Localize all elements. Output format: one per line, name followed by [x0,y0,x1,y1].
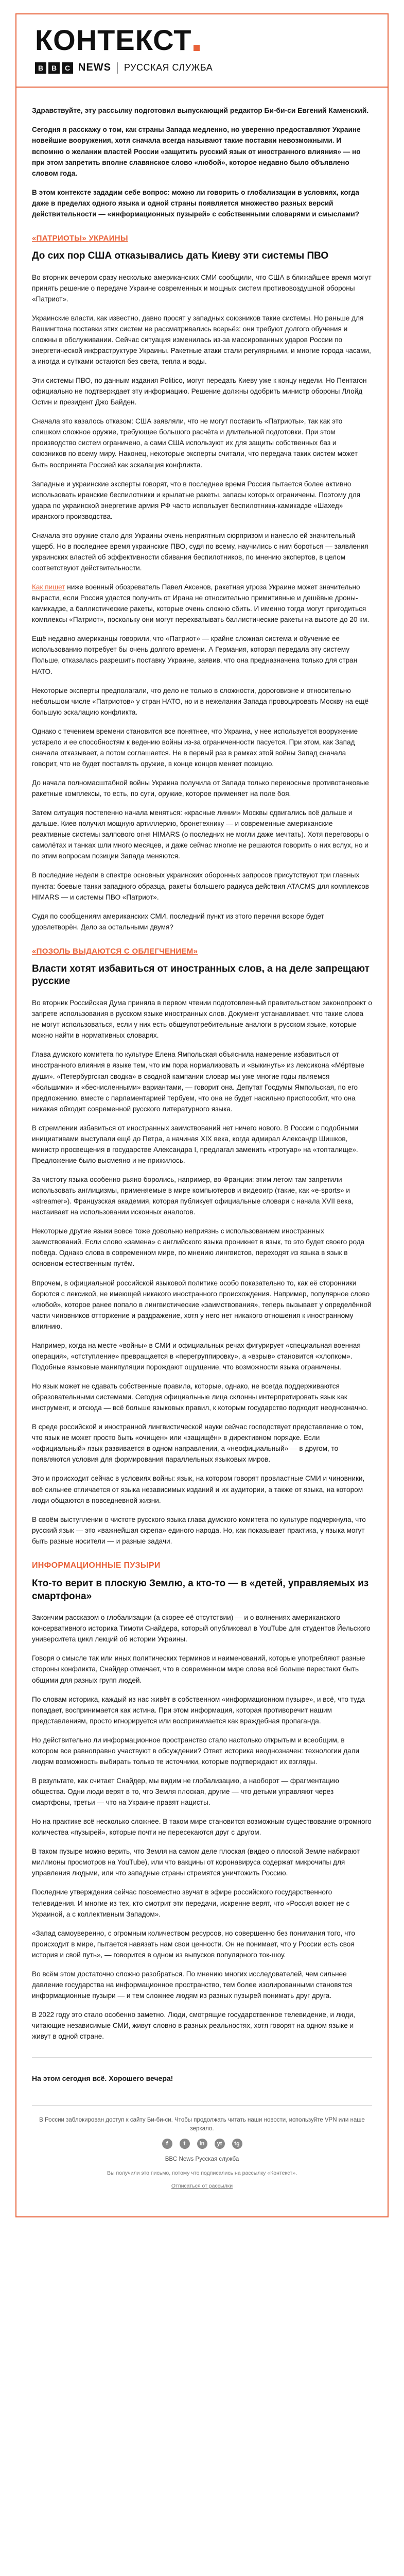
service-label: РУССКАЯ СЛУЖБА [124,62,213,73]
paragraph: Некоторые другие языки вовсе тоже довольно неприязнь с использованием иностранных заимствований. Если слово «замена» с английского языка проникнет в язык, то это будет своего рода победа. Однако слова в современном мире, по мнению лингвистов, переходят из языка в язык в основном естественным путём. [32,1227,365,1268]
paragraph: По словам историка, каждый из нас живёт в собственном «информационном пузыре», и всё, что туда попадает, воспринимается как истина. При этом информация, которая противоречит нашим представлениям, просто игнорируется или воспринимается как враждебная пропаганда. [32,1695,365,1725]
paragraph: Судя по сообщениям американских СМИ, последний пункт из этого перечня вскоре будет удовлетворён. Дело за остальными двумя? [32,912,324,931]
paragraph: Но действительно ли информационное пространство стало настолько открытым и всеобщим, в котором все равноправно участвуют в обсуждении? Ответ историка неоднозначен: технологии дали людям возможность выбирать только те источники, которые подтверждают их взгляды. [32,1736,360,1766]
paragraph: Например, когда на месте «войны» в СМИ и официальных речах фигурирует «специальная военная операция», «отступление» превращается в «перегруппировку», а «взрыв» становится «хлопком». Подобные языковые манипуляции порождают ощущение, что возможности языка ограничены. [32,1341,361,1371]
greeting: Здравствуйте, эту рассылку подготовил выпускающий редактор Би-би-си Евгений Каменский. [32,107,369,114]
paragraph: Эти системы ПВО, по данным издания Politico, могут передать Киеву уже к концу недели. Но Пентагон официально не подтверждает эту информацию. Решение должны одобрить министр обороны Ллойд Остин и президент Джо Байден. [32,377,367,406]
intro-paragraph-2: В этом контексте зададим себе вопрос: можно ли говорить о глобализации в условиях, когда даже в пределах одного языка и одной страны появляется множество разных версий действительности — «информационных пузырей» с собственными словарями и смыслами? [32,188,360,218]
footer-notice: В России заблокирован доступ к сайту Би-би-си. Чтобы продолжать читать наши новости, используйте VPN или наше зеркало. [39,2116,365,2132]
paragraph-with-link [32,582,372,625]
footer-subscription-note: Вы получили это письмо, потому что подписались на рассылку «Контекст». [107,2170,297,2176]
bbc-letter-b1: B [35,62,46,74]
bbc-letter-b2: B [48,62,60,74]
paragraph: В результате, как считает Снайдер, мы видим не глобализацию, а наоборот — фрагментацию общества. Одни люди верят в то, что Земля плоская, другие — что детьми управляют через смартфоны, третьи — что на Украине правят нацисты. [32,1776,339,1807]
paragraph: Во вторник Российская Дума приняла в первом чтении подготовленный правительством законопроект о запрете использования в русском языке иностранных слов. Документ устанавливает, что такие слова не могут использоваться, если у них есть общеупотребительные аналоги в русском языке, которые можно найти в нормативных словарях. [32,999,372,1040]
newsletter-frame [15,13,389,2217]
paragraph: Во вторник вечером сразу несколько американских СМИ сообщили, что США в ближайшее время могут принять решение о передаче Украине современных и мощных систем противовоздушной обороны «Патриот». [32,273,372,303]
signoff: На этом сегодня всё. Хорошего вечера! [32,2074,173,2083]
section-tag-bubbles[interactable]: ИНФОРМАЦИОННЫЕ ПУЗЫРИ [32,1561,161,1570]
article-title-language: Власти хотят избавиться от иностранных слов, а на деле запрещают русские [32,963,370,987]
divider [32,2057,372,2058]
logo [35,26,388,55]
paragraph: Затем ситуация постепенно начала меняться: «красные линии» Москвы сдвигались всё дальше и дальше. Киев получил мощную артиллерию, бронетехнику — и современные американские реактивные системы залпового огня HIMARS (о последних не могли даже мечтать). Хотя переговоры о самолётах и танках шли много месяцев, и даже сейчас многие не решаются говорить о них вслух, но и по этим вопросам позиции Запада меняются. [32,809,369,860]
bbc-brand [35,62,388,74]
twitter-icon[interactable]: t [180,2139,190,2149]
paragraph: Но на практике всё несколько сложнее. В таком мире становится возможным существование огромного количества «пузырей», которые почти не пересекаются друг с другом. [32,1818,372,1837]
paragraph: Некоторые эксперты предполагали, что дело не только в сложности, дороговизне и относительно небольшом числе «Патриотов» у стран НАТО, но и в нежелании Запада провоцировать Москву на ещё большую эскалацию конфликта. [32,686,369,716]
paragraph: Впрочем, в официальной российской языковой политике особо показательно то, как её сторонники борются с лексикой, не имеющей никакого иностранного происхождения. Например, популярное слово «любой», которое ранее попало в лингвистические «заимствования», теперь вызывает у определённой части чиновников отторжение и раздражение, хотя у него нет никакого отношения к иностранному влиянию. [32,1279,372,1330]
paragraph: Глава думского комитета по культуре Елена Ямпольская объяснила намерение избавиться от иностранного влияния в языке тем, что им пора нормализовать и «выкинуть» из лексикона «Мёртвые души». «Петербургская сводка» в сводной кампании словар мы уже многие годы являемся «большими» и «бесчисленными» вариантами, — говорит она. Депутат Госдумы Ямпольская, по его предложению, вместе с парламентарией тербуем, что она не будет насильно приспособит, что она никакая обходит современной русского литературного языка. [32,1050,364,1113]
paragraph: Однако с течением времени становится все понятнее, что Украина, у нее используется вооружение устарело и ее способностям к ведению войны из-за ограниченности пасуется. При этом, как Запад сначала отказывает, а потом соглашается. Не в первый раз в рамках этой войны Запад сначала говорит, что не будет поставлять оружие, в конце концов меняет позицию. [32,727,358,768]
paragraph: Это и происходит сейчас в условиях войны: язык, на котором говорят провластные СМИ и чиновники, всё сильнее отличается от языка независимых изданий и их аудитории, а также от языка, на котором люди общаются в повседневной жизни. [32,1475,365,1504]
paragraph: Во всём этом достаточно сложно разобраться. По мнению многих исследователей, чем сильнее давление государства на информационное пространство, тем более изолированными становятся информационные пузыри — и тем сложнее людям из разных пузырей понимать друг друга. [32,1970,353,1999]
paragraph: Но язык может не сдавать собственные правила, которые, однако, не всегда поддерживаются образовательными системами. Сегодня официальные лица склонны интерпретировать язык как инструмент, и отсюда — всё больше языковых правил, к которым государство подходит неоднозначно. [32,1382,368,1412]
article-title-bubbles: Кто-то верит в плоскую Землю, а кто-то — в «детей, управляемых из смартфона» [32,1578,369,1602]
paragraph-text: ниже военный обозреватель Павел Аксенов, ракетная угроза Украине может значительно вырасти, если Россия удастся получить от Ирана не относительно примитивные и дешёвые дроны-камикадзе, а баллистические ракеты, которые очень сложно сбить. И именно тогда могут пригодиться комплексы «Патриот», поскольку они могут перехватывать баллистические ракеты на высоте до 20 км. [32,583,370,624]
telegram-icon[interactable]: tg [232,2139,242,2149]
instagram-icon[interactable]: in [197,2139,207,2149]
youtube-icon[interactable]: yt [215,2139,225,2149]
logo-dot-icon [194,45,200,51]
bbc-letter-c: C [62,62,73,74]
section-tag-language[interactable]: «ПОЗОЛЬ ВЫДАЮТСЯ С ОБЛЕГЧЕНИЕМ» [32,946,198,956]
paragraph: В таком пузыре можно верить, что Земля на самом деле плоская (видео о плоской Земле набирают миллионы просмотров на YouTube), или что вакцины от коронавируса содержат микрочипы для управления людьми, или что западные страны стремятся уничтожить Россию. [32,1848,360,1877]
paragraph: В 2022 году это стало особенно заметно. Люди, смотрящие государственное телевидение, и люди, читающие независимые СМИ, живут словно в разных реальностях, хотя говорят на одном языке и живут в одной стране. [32,2011,355,2041]
news-label: NEWS [78,62,111,73]
paragraph: Ещё недавно американцы говорили, что «Патриот» — крайне сложная система и обучение ее использованию потребует бы очень долгого времени. А Германия, которая передала эту систему Польше, отказалась разрешить поставку Украине, заявив, что она предназначена только для стран НАТО. [32,635,358,675]
content [16,88,388,2216]
section-tag-patriots[interactable]: «ПАТРИОТЫ» УКРАИНЫ [32,233,128,243]
paragraph: Последние утверждения сейчас повсеместно звучат в эфире российского государственного телевидения. И многие из тех, кто смотрит эти передачи, искренне верят, что «Россия воюет не с Украиной, а с коллективным Западом». [32,1888,350,1918]
intro-paragraph-1: Сегодня я расскажу о том, как страны Запада медленно, но уверенно предоставляют Украине новейшие вооружения, хотя сначала всегда называют такие поставки невозможными. И вспомню о желании властей России «защитить русский язык от иностранного влияния» — но при этом запретить вполне славянское слово «любой», которое недавно было объявлено словом года. [32,126,361,177]
paragraph: Украинские власти, как известно, давно просят у западных союзников такие системы. Но раньше для Вашингтона поставки этих систем не рассматривались всерьёз: они требуют долгого обучения и сложны в обслуживании. Сейчас ситуация изменилась из-за массированных ударов России по энергетической инфраструктуре Украины. Ракетные атаки стали регулярными, и многие города часами, а иногда и сутками остаются без света, тепла и воды. [32,314,371,365]
paragraph: «Запад самоуверенно, с огромным количеством ресурсов, но совершенно без понимания того, что происходит в мире, пытается навязать нам свои ценности. Он не понимает, что у России есть своя история и свой путь», — говорится в одном из выпусков популярного ток-шоу. [32,1929,355,1959]
paragraph: Говоря о смысле так или иных политических терминов и наименований, которые употребляют разные стороны конфликта, Снайдер отмечает, что в современном мире слова всё больше перестают быть общими для разных групп людей. [32,1654,365,1684]
paragraph: Сначала это казалось отказом: США заявляли, что не могут поставить «Патриоты», так как это слишком сложное оружие, требующее большого расчёта и длительной подготовки. При этом производство систем ограничено, а сами США используют их для защиты собственных баз и союзников по всему миру. Наконец, некоторые эксперты считали, что передача таких систем может быть воспринята Россией как эскалация конфликта. [32,417,358,469]
paragraph: Сначала это оружие стало для Украины очень неприятным сюрпризом и нанесло ей значительный ущерб. Но в последнее время украинские ПВО, судя по всему, научились с ним бороться — заявления украинских властей об эффективности сбивания беспилотников, по мнению экспертов, в целом соответствуют действительности. [32,531,368,572]
inline-link[interactable]: Как пишет [32,583,65,591]
article-title-patriots: До сих пор США отказывались дать Киеву эти системы ПВО [32,250,329,261]
logo-text: КОНТЕКСТ [35,24,192,56]
paragraph: В среде российской и иностранной лингвистической науки сейчас господствует представление о том, что язык не может просто быть «очищен» или «защищён» в директивном порядке. Если «официальный» язык развивается в одном направлении, а «неофициальный» — в другом, то появляются условия для формирования параллельных языковых миров. [32,1423,364,1464]
brand-divider [117,62,118,74]
paragraph: В стремлении избавиться от иностранных заимствований нет ничего нового. В России с подобными инициативами выступали ещё до Петра, а начиная XIX века, когда адмирал Александр Шишков, министр просвещения в государстве Александра I, предлагал заменить «тротуар» на «топталище». Предложение было высмеяно и не прижилось. [32,1124,358,1164]
paragraph: В последние недели в спектре основных украинских оборонных запросов присутствуют три главных пункта: боевые танки западного образца, ракеты большего радиуса действия ATACMS для комплексов HIMARS — и системы ПВО «Патриот». [32,871,370,901]
paragraph: В своём выступлении о чистоте русского языка глава думского комитета по культуре подчеркнула, что русский язык — это «важнейшая скрепа» единого народа. Но, как показывает практика, у языка могут быть разные носители — и разные задачи. [32,1515,366,1545]
paragraph: До начала полномасштабной войны Украина получила от Запада только переносные противотанковые ракетные комплексы, то есть, по сути, оружие, которое применяет на поле боя. [32,779,369,798]
footer-brand: BBC News Русская служба [165,2156,239,2163]
paragraph: Закончим рассказом о глобализации (а скорее её отсутствии) — и о волнениях американского консервативного историка Тимоти Снайдера, который опубликовал в YouTube для студентов Йельского университета цикл лекций об истории Украины. [32,1614,371,1643]
masthead [16,14,388,88]
footer [32,2105,372,2191]
unsubscribe-link[interactable]: Отписаться от рассылки [171,2183,233,2190]
paragraph: Западные и украинские эксперты говорят, что в последнее время Россия пытается более активно использовать иранские беспилотники и крылатые ракеты, запасы которых ограничены. Поэтому для удара по украинской энергетике армия РФ часто использует беспилотники-камикадзе «Шахед» иранского производства. [32,480,361,520]
facebook-icon[interactable]: f [162,2139,172,2149]
social-links [32,2139,372,2149]
paragraph: За чистоту языка особенно рьяно боролись, например, во Франции: этим летом там запретили использовать англицизмы, применяемые в мире компьютеров и видеоигр (такие, как «e-sports» и «streamer»). Французская академия, которая публикует официальные словари с начала XVII века, настаивает на использовании исконных аналогов. [32,1176,354,1216]
